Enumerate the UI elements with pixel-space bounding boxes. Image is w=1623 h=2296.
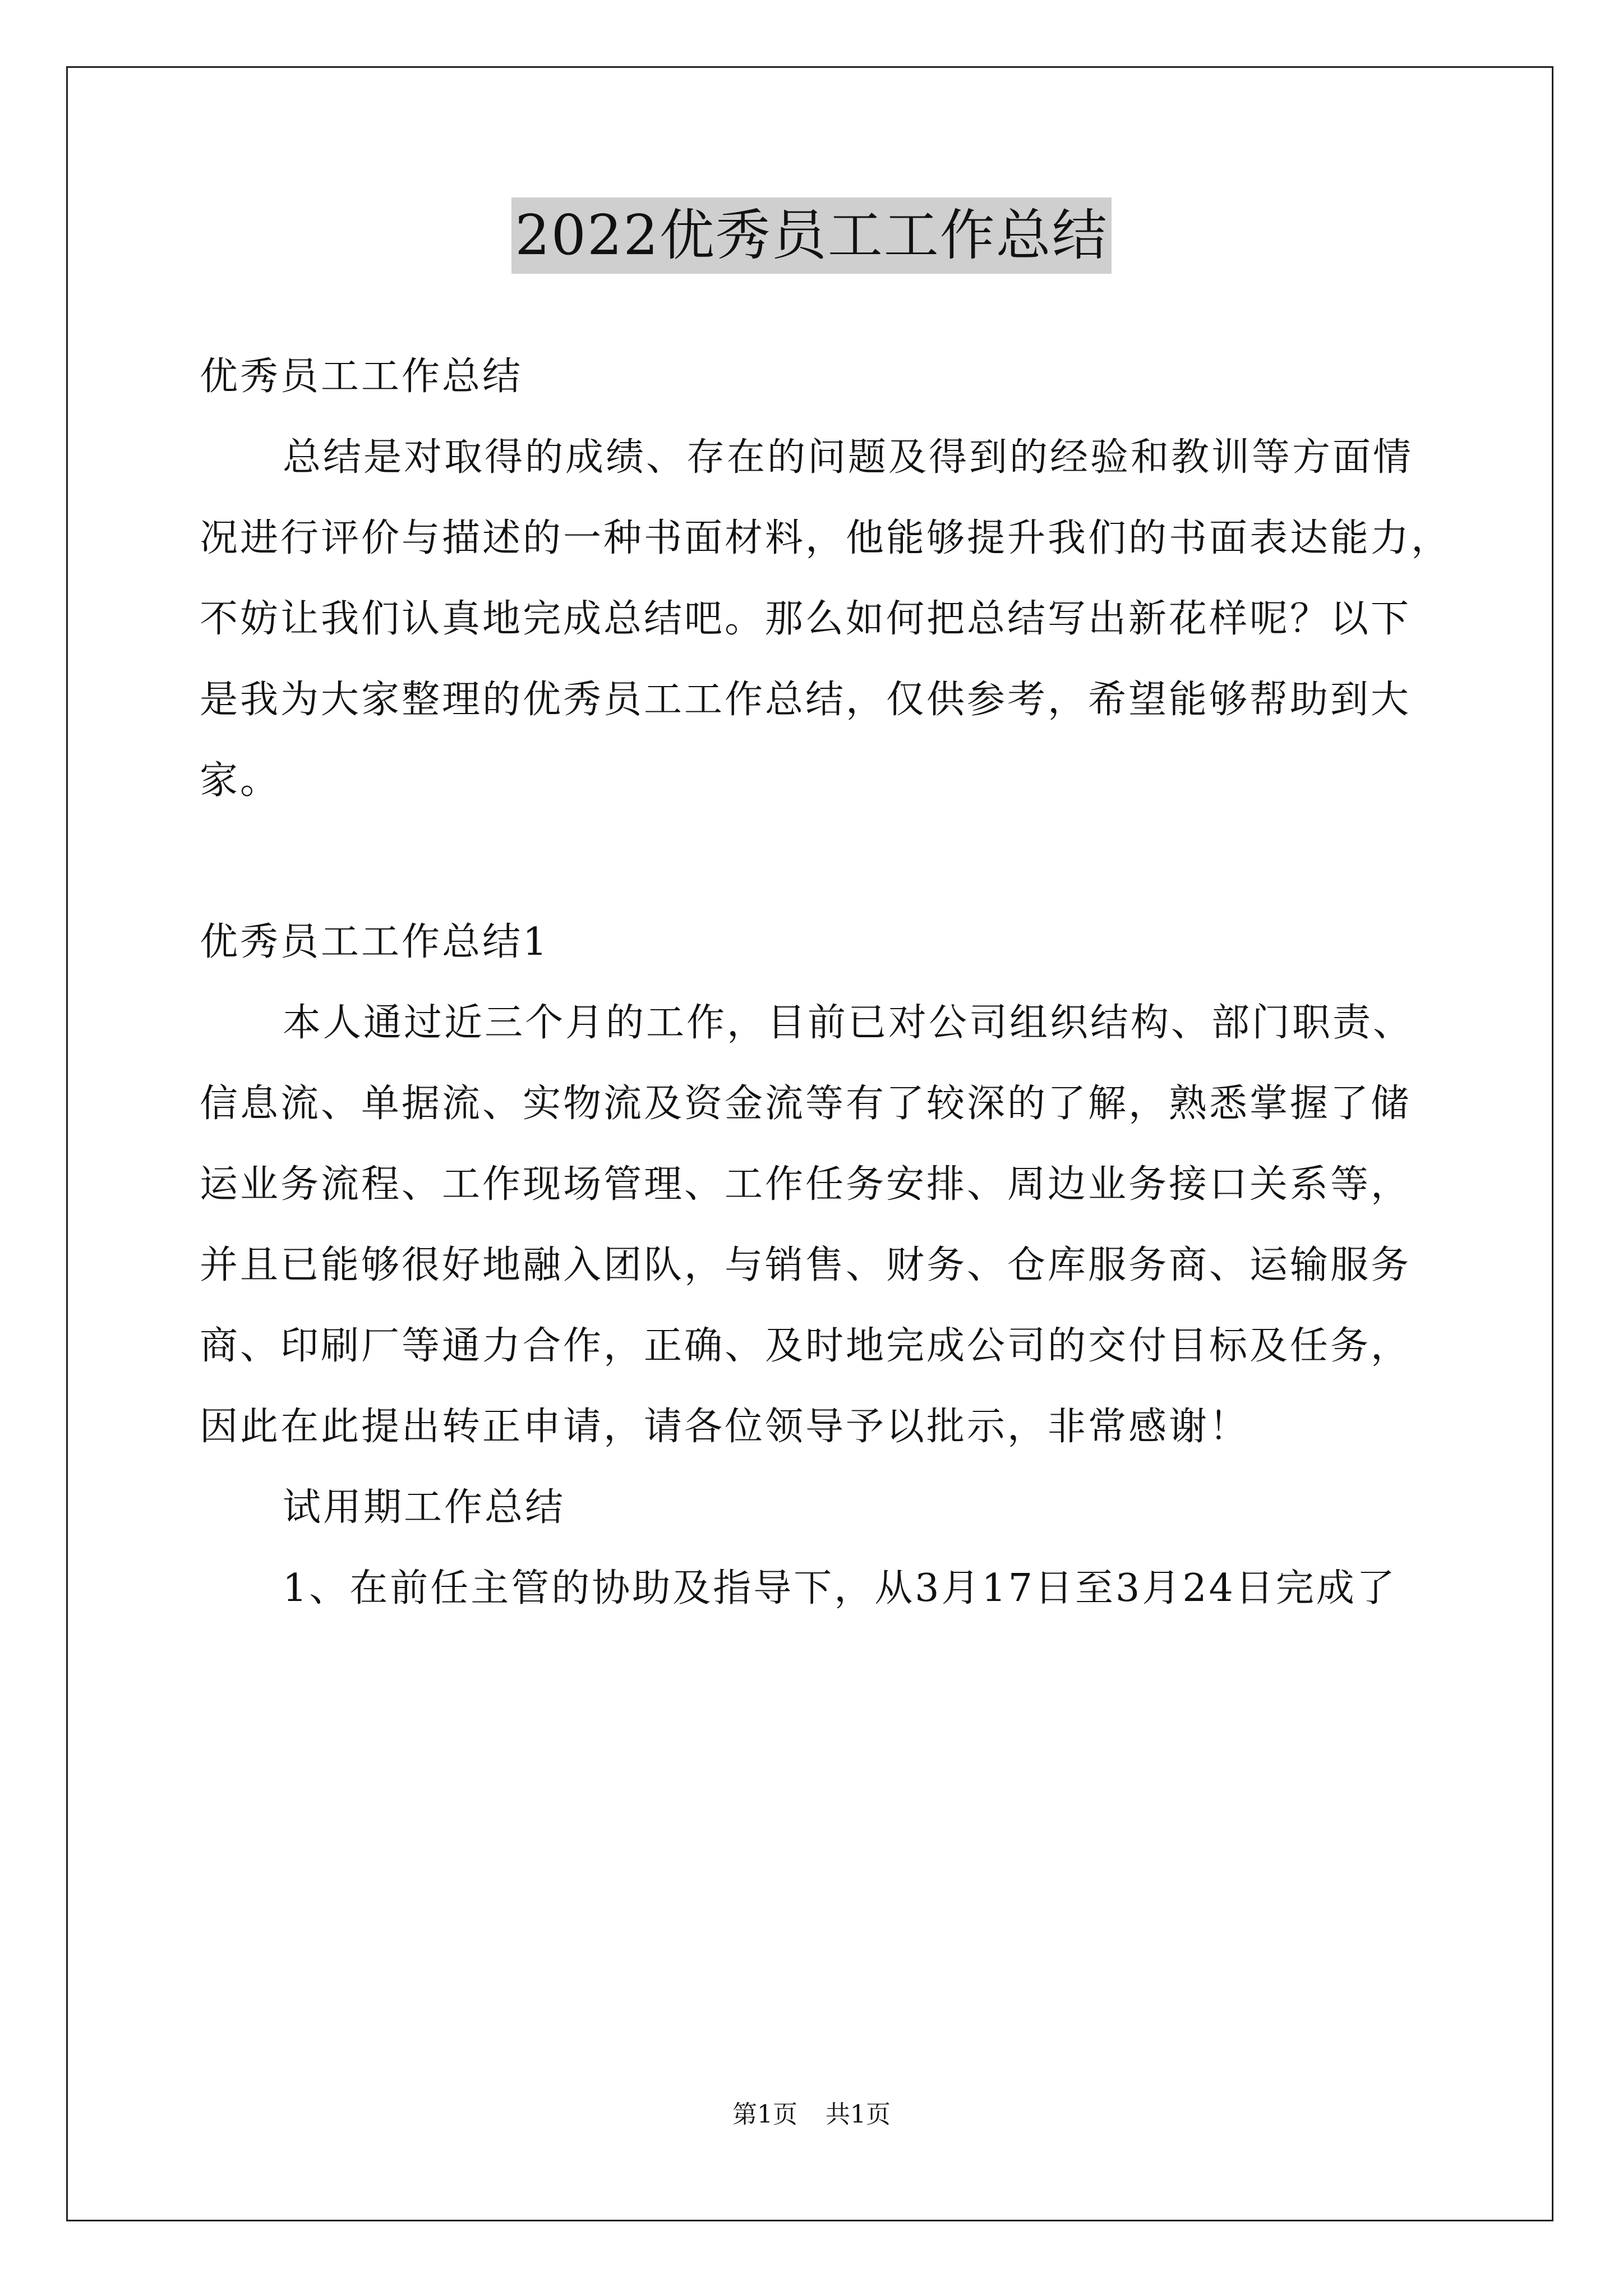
section-heading: 优秀员工工作总结1 — [200, 920, 550, 964]
paragraph-line: 并且已能够很好地融入团队，与销售、财务、仓库服务商、运输服务 — [200, 1243, 1412, 1287]
document-body — [200, 337, 1452, 1629]
page-number: 第1页 — [732, 2100, 797, 2129]
page-footer — [0, 2098, 1623, 2132]
paragraph-line: 运业务流程、工作现场管理、工作任务安排、周边业务接口关系等， — [200, 1162, 1412, 1207]
section-heading: 优秀员工工作总结 — [200, 355, 523, 399]
title-area — [0, 197, 1623, 274]
document-title: 2022优秀员工工作总结 — [511, 197, 1111, 274]
page-total: 共1页 — [826, 2100, 891, 2129]
paragraph-line: 家。 — [200, 758, 281, 803]
paragraph-line: 总结是对取得的成绩、存在的问题及得到的经验和教训等方面情 — [283, 435, 1414, 480]
paragraph-line: 是我为大家整理的优秀员工工作总结，仅供参考，希望能够帮助到大 — [200, 678, 1412, 722]
paragraph-line: 况进行评价与描述的一种书面材料，他能够提升我们的书面表达能力， — [200, 516, 1452, 560]
paragraph-line: 因此在此提出转正申请，请各位领导予以批示，非常感谢！ — [200, 1405, 1250, 1449]
subsection-heading: 试用期工作总结 — [283, 1485, 566, 1530]
paragraph-line: 信息流、单据流、实物流及资金流等有了较深的了解，熟悉掌握了储 — [200, 1082, 1412, 1126]
paragraph-line: 不妨让我们认真地完成总结吧。那么如何把总结写出新花样呢？以下 — [200, 597, 1412, 641]
paragraph-line: 商、印刷厂等通力合作，正确、及时地完成公司的交付目标及任务， — [200, 1324, 1412, 1368]
paragraph-line: 本人通过近三个月的工作，目前已对公司组织结构、部门职责、 — [283, 1001, 1414, 1045]
blank-line — [200, 821, 1433, 902]
paragraph-line: 1、在前任主管的协助及指导下，从3月17日至3月24日完成了 — [283, 1566, 1397, 1611]
